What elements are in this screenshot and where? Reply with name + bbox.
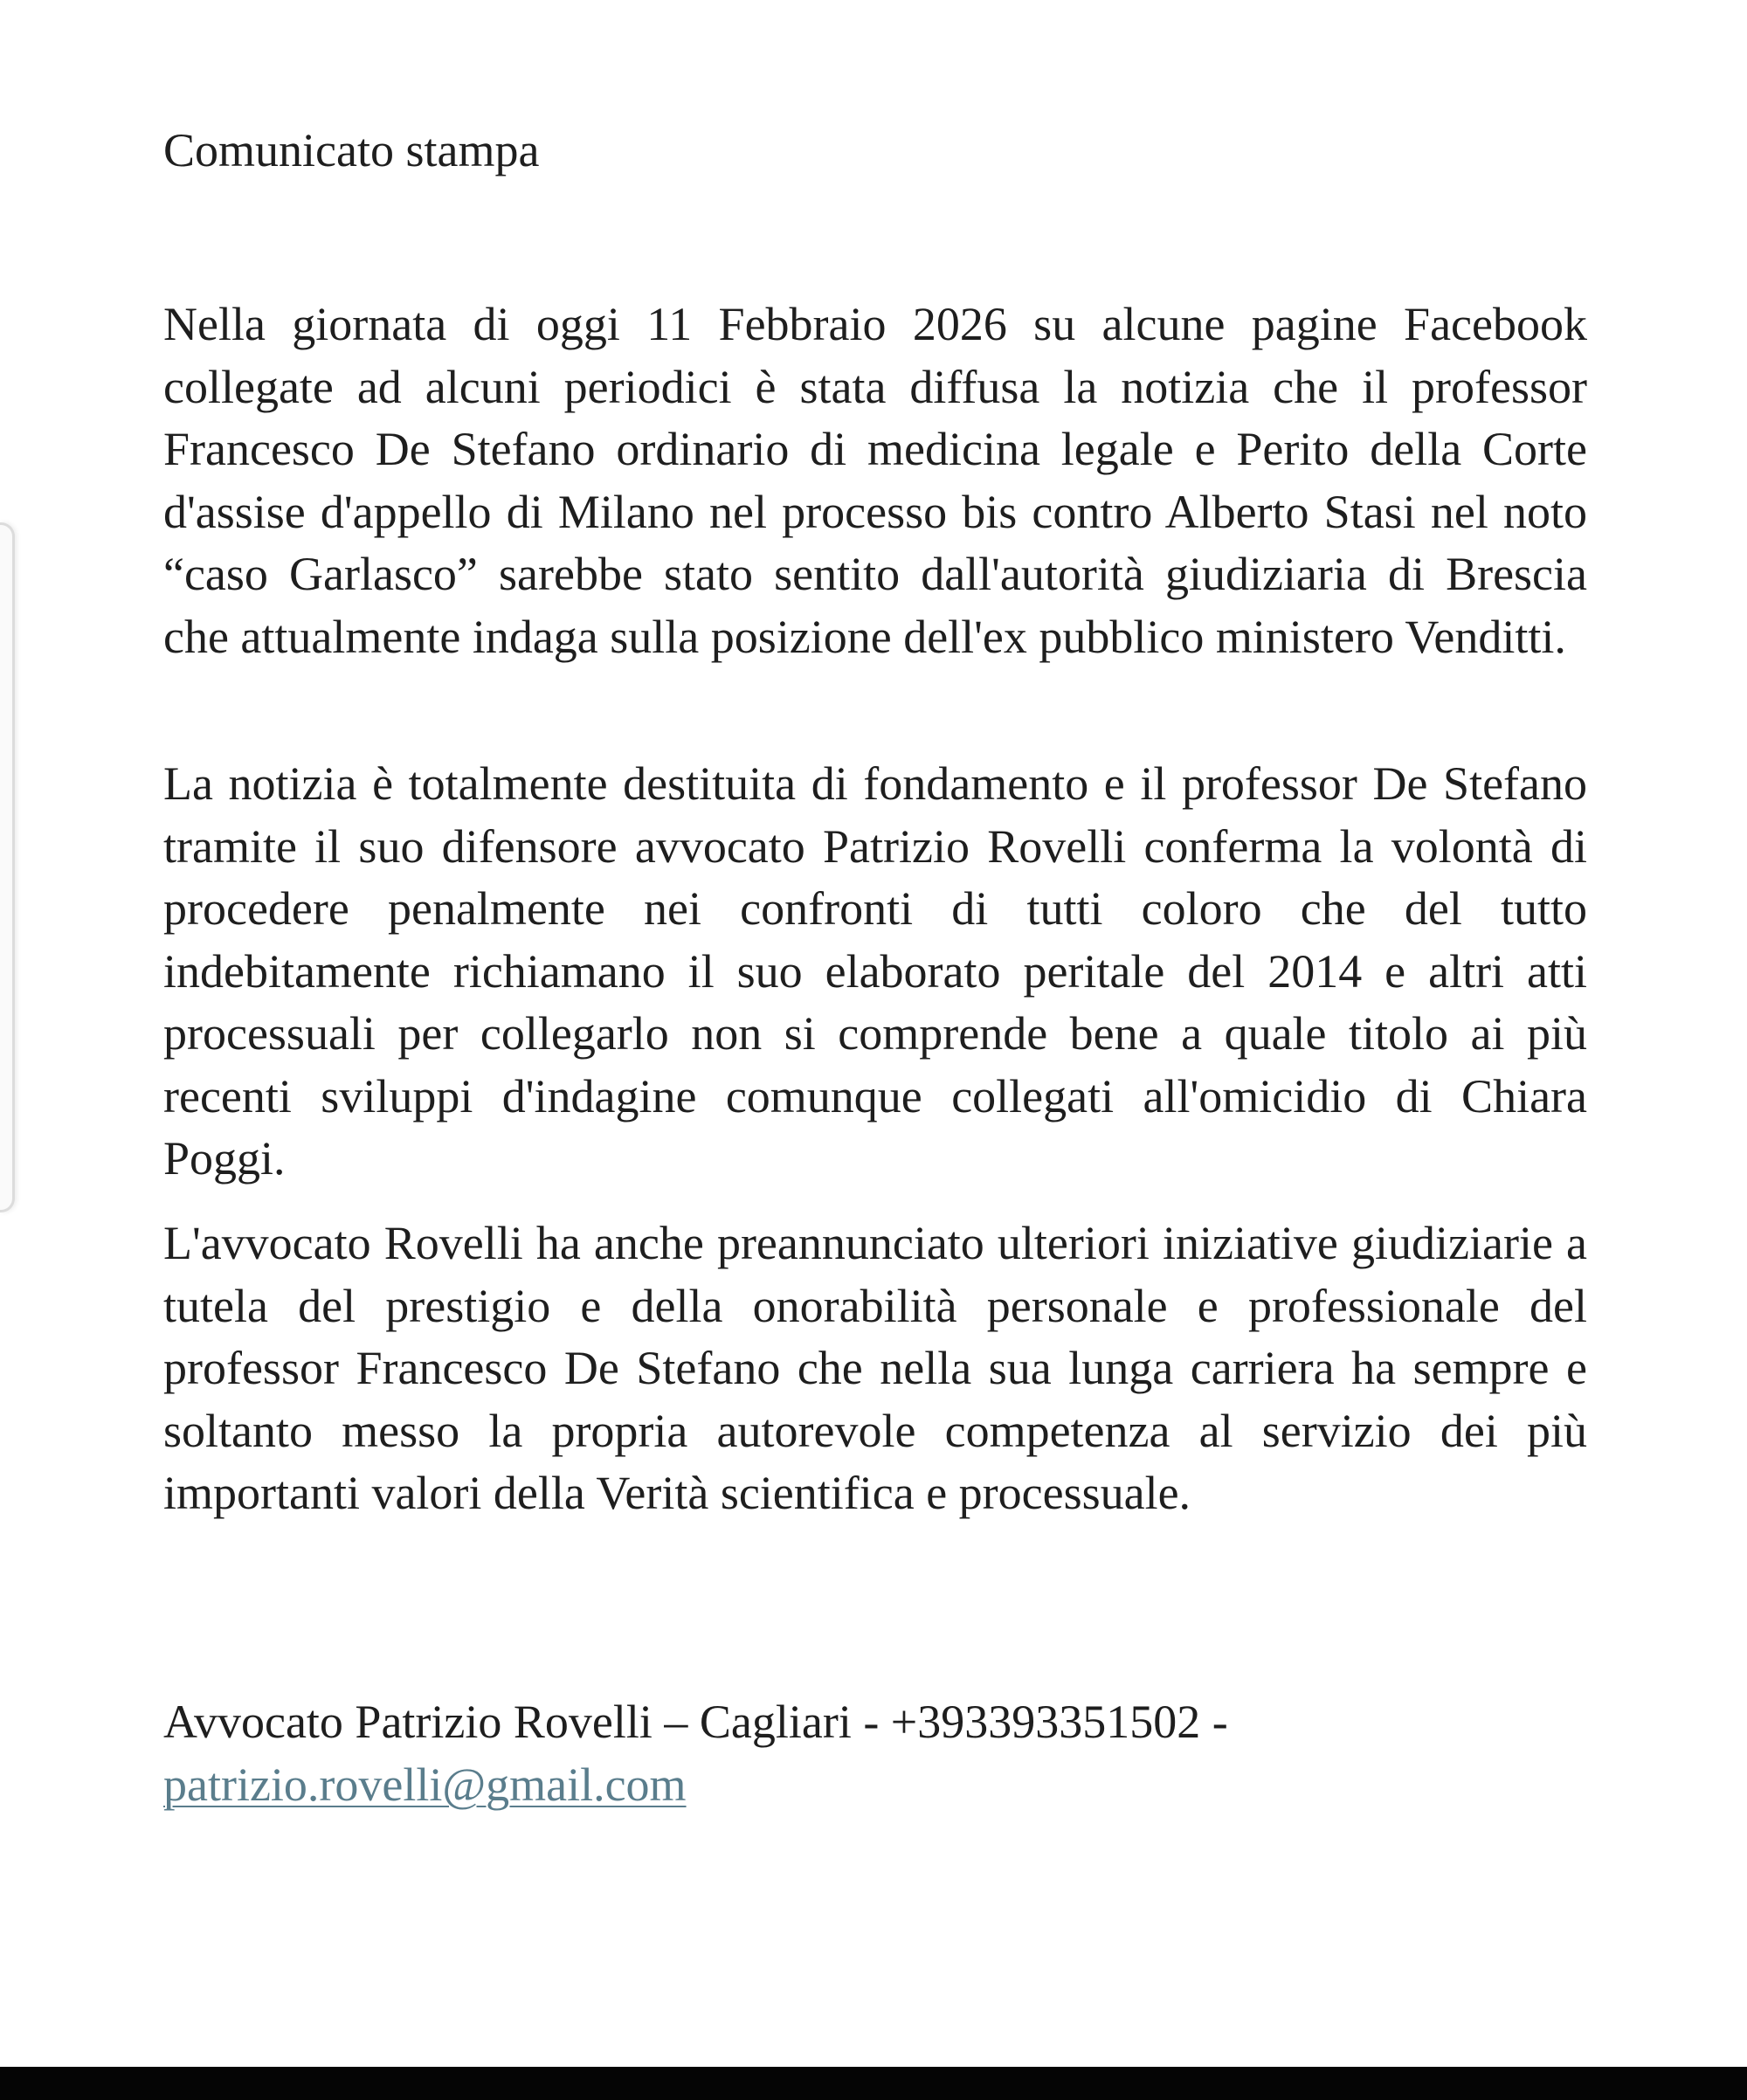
paragraph-1: Nella giornata di oggi 11 Febbraio 2026 su alcune pagine Facebook collegate ad alcuni periodici è stata diffusa la notizia che il professor Francesco De Stefano ordinario di medicina legale e Perito della Corte d'assise d'appello di Milano nel processo bis contro Alberto Stasi nel noto “caso Garlasco” sarebbe stato sentito dall'autorità giudiziaria di Brescia che attualmente indaga sulla posizione dell'ex pubblico ministero Venditti. [163, 298, 1587, 663]
paragraph-2: La notizia è totalmente destituita di fondamento e il professor De Stefano tramite il suo difensore avvocato Patrizio Rovelli conferma la volontà di procedere penalmente nei confronti di tutti coloro che del tutto indebitamente richiamano il suo elaborato peritale del 2014 e altri atti processuali per collegarlo non si comprende bene a quale titolo ai più recenti sviluppi d'indagine comunque collegati all'omicidio di Chiara Poggi. [163, 757, 1587, 1185]
paragraph-3: L'avvocato Rovelli ha anche preannunciato ulteriori iniziative giudiziarie a tutela del prestigio e della onorabilità personale e professionale del professor Francesco De Stefano che nella sua lunga carriera ha sempre e soltanto messo la propria autorevole competenza al servizio dei più importanti valori della Verità scientifica e processuale. [163, 1217, 1587, 1519]
bottom-bar [0, 2067, 1747, 2100]
document-title: Comunicato stampa [163, 124, 540, 176]
signature-line: Avvocato Patrizio Rovelli – Cagliari - +393393351502 - [163, 1696, 1228, 1748]
side-panel-edge[interactable] [0, 522, 15, 1212]
email-link[interactable]: patrizio.rovelli@gmail.com [163, 1758, 687, 1811]
signature-block [163, 1691, 1587, 1816]
